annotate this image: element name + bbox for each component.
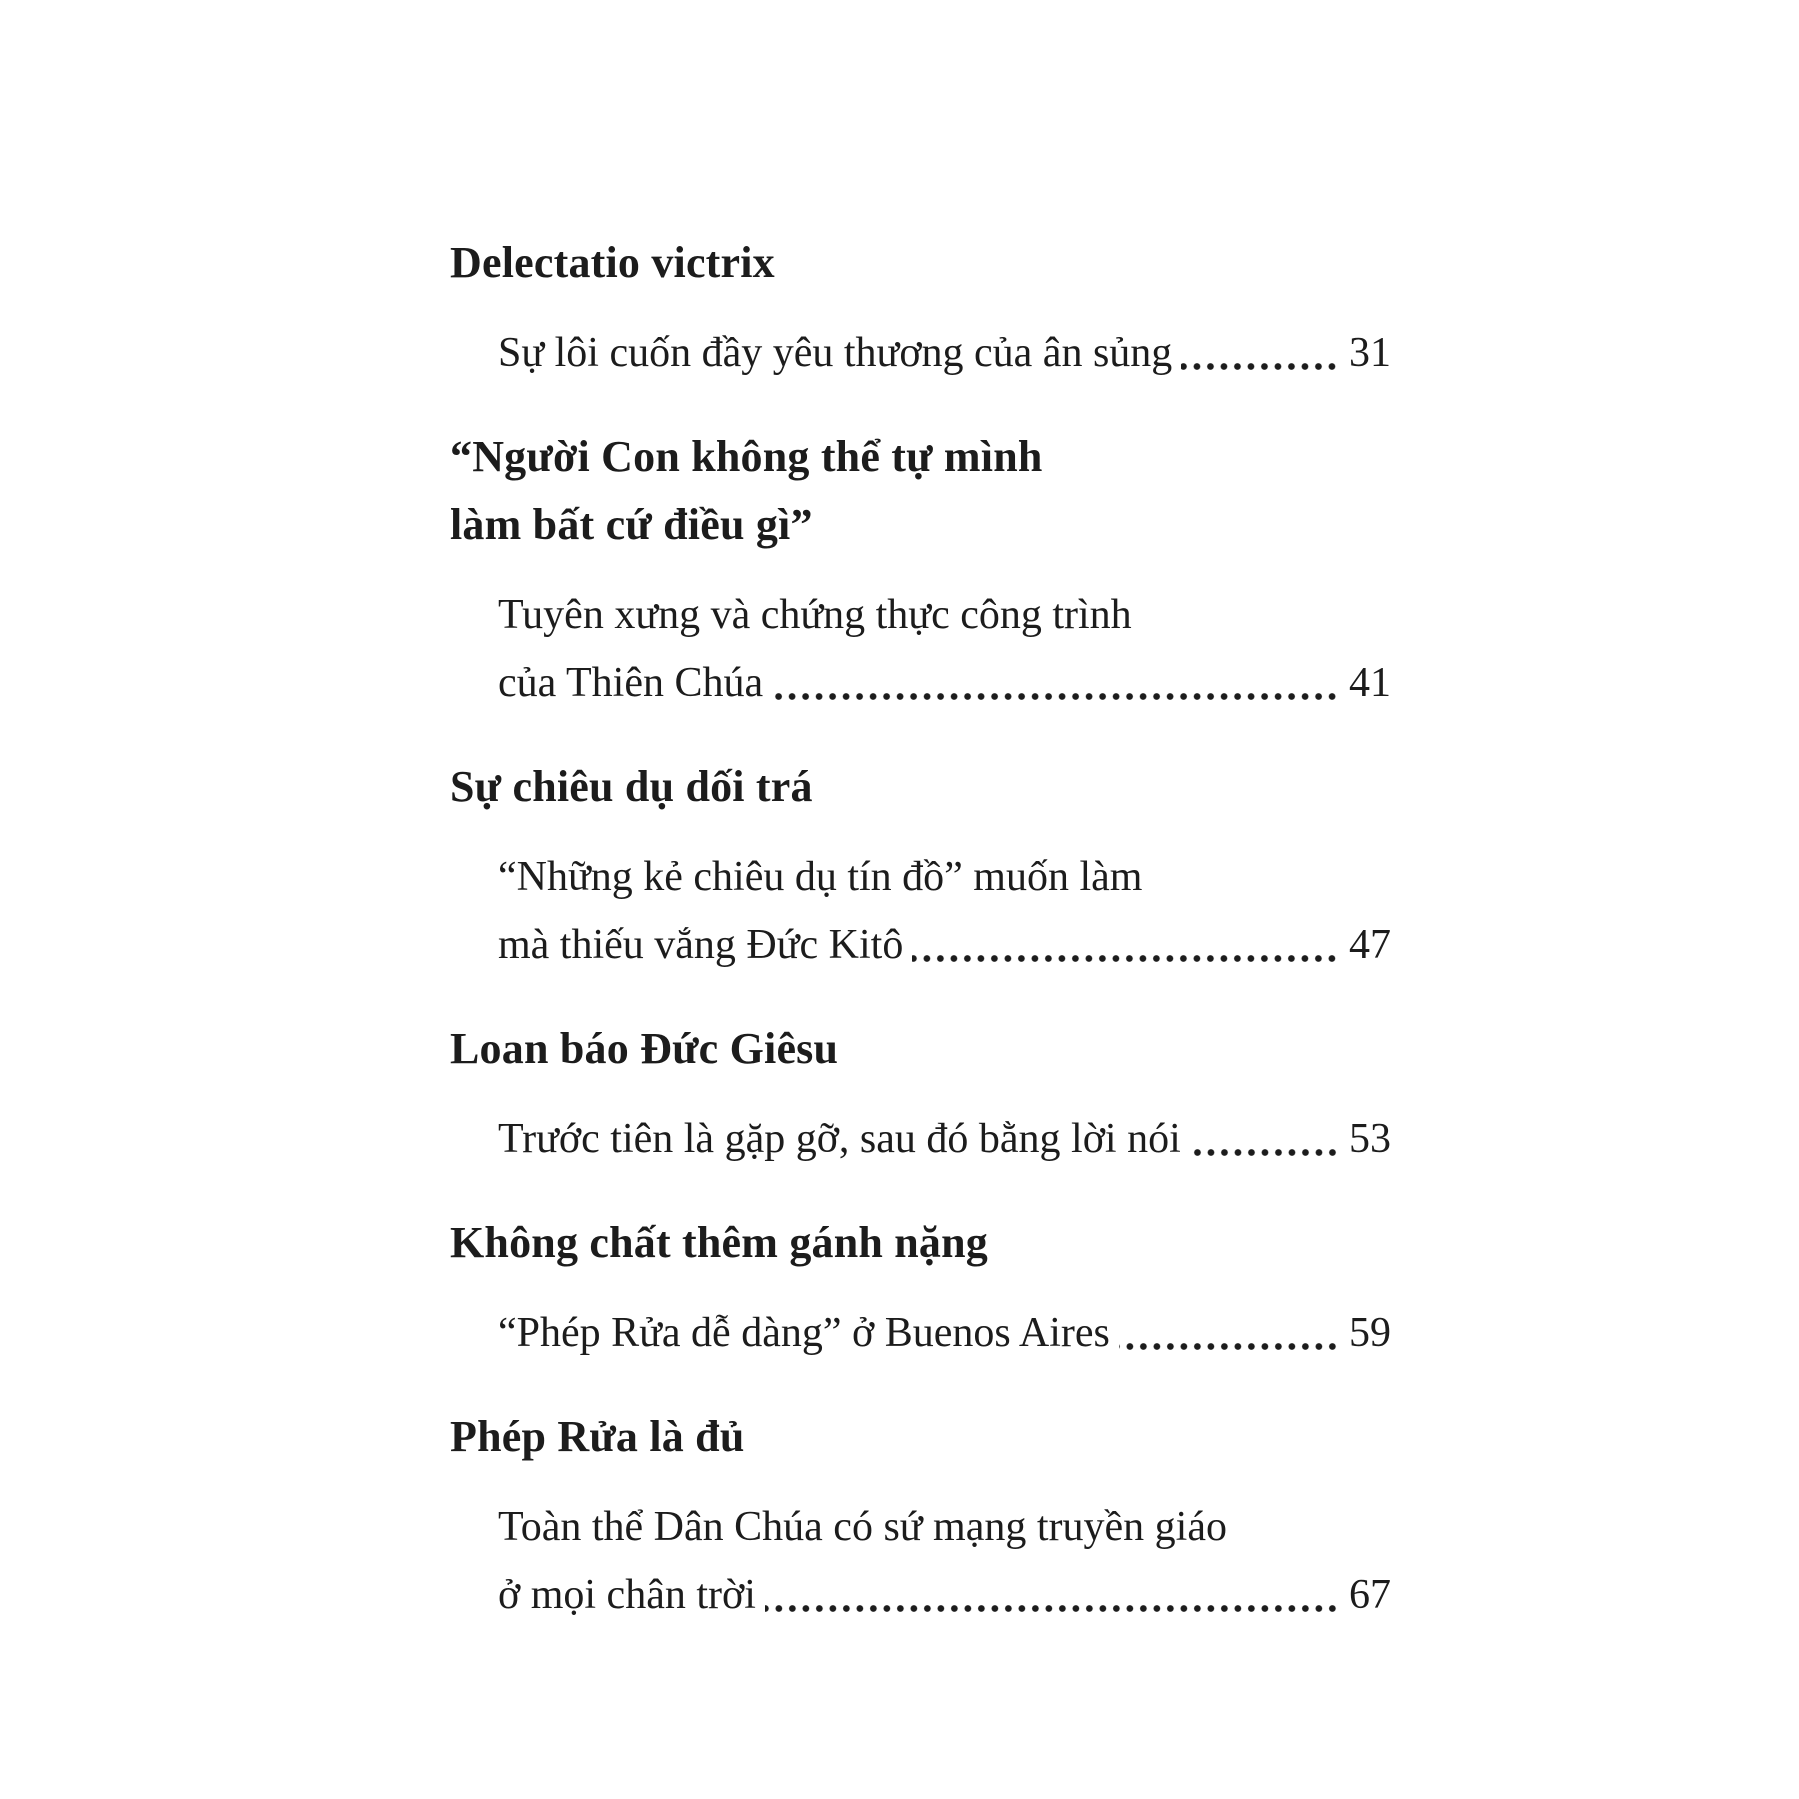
toc-entry-title xyxy=(450,423,1391,559)
toc-entry-title-line: Loan báo Đức Giêsu xyxy=(450,1024,839,1073)
toc-entry-subtitle-line xyxy=(498,911,1391,979)
toc-entry-subtitle xyxy=(450,1493,1391,1629)
toc-entry-subtitle-line xyxy=(498,319,1391,387)
toc-entry xyxy=(450,423,1391,717)
toc-entry-subtitle-text: Sự lôi cuốn đầy yêu thương của ân sủng xyxy=(498,330,1173,376)
dotted-leader xyxy=(765,1561,1339,1629)
toc-entry-subtitle xyxy=(450,319,1391,387)
toc-entry-title-line: Phép Rửa là đủ xyxy=(450,1412,745,1461)
toc-entry-title xyxy=(450,1209,1391,1277)
toc-entry-subtitle xyxy=(450,1299,1391,1367)
toc-entry-subtitle-text: ở mọi chân trời xyxy=(498,1572,756,1618)
toc-entry-title-line: Delectatio victrix xyxy=(450,238,775,287)
table-of-contents xyxy=(450,229,1391,1629)
toc-entry-subtitle-text: của Thiên Chúa xyxy=(498,660,764,706)
toc-entry-title xyxy=(450,1403,1391,1471)
toc-entry-subtitle xyxy=(450,581,1391,717)
toc-entry-subtitle xyxy=(450,843,1391,979)
dotted-leader xyxy=(772,649,1339,717)
dotted-leader xyxy=(912,911,1339,979)
toc-entry-subtitle-line xyxy=(498,1299,1391,1367)
toc-entry-subtitle-line xyxy=(498,649,1391,717)
toc-entry-subtitle-line: Tuyên xưng và chứng thực công trình xyxy=(498,592,1132,638)
page-number: 67 xyxy=(1349,1572,1391,1618)
toc-entry-subtitle-line xyxy=(498,1561,1391,1629)
page-number: 59 xyxy=(1349,1310,1391,1356)
toc-entry-subtitle xyxy=(450,1105,1391,1173)
toc-entry-title-line: Không chất thêm gánh nặng xyxy=(450,1218,989,1267)
toc-entry-subtitle-text: “Phép Rửa dễ dàng” ở Buenos Aires xyxy=(498,1310,1110,1356)
toc-entry xyxy=(450,753,1391,979)
toc-entry-title-line: “Người Con không thể tự mình xyxy=(450,432,1043,481)
dotted-leader xyxy=(1190,1105,1339,1173)
dotted-leader xyxy=(1119,1299,1339,1367)
toc-entry-title xyxy=(450,1015,1391,1083)
toc-entry-subtitle-line: “Những kẻ chiêu dụ tín đồ” muốn làm xyxy=(498,854,1143,900)
toc-entry-subtitle-line: Toàn thể Dân Chúa có sứ mạng truyền giáo xyxy=(498,1504,1227,1550)
toc-entry-title-line: Sự chiêu dụ dối trá xyxy=(450,762,813,811)
toc-entry xyxy=(450,1209,1391,1367)
page-number: 53 xyxy=(1349,1116,1391,1162)
toc-entry-subtitle-line xyxy=(498,1105,1391,1173)
page-number: 41 xyxy=(1349,660,1391,706)
toc-entry xyxy=(450,229,1391,387)
toc-entry-subtitle-text: Trước tiên là gặp gỡ, sau đó bằng lời nói xyxy=(498,1116,1181,1162)
toc-entry-subtitle-text: mà thiếu vắng Đức Kitô xyxy=(498,922,904,968)
toc-entry-title xyxy=(450,753,1391,821)
page-number: 47 xyxy=(1349,922,1391,968)
toc-entry-title xyxy=(450,229,1391,297)
page-number: 31 xyxy=(1349,330,1391,376)
toc-entry-title-line: làm bất cứ điều gì” xyxy=(450,500,813,549)
dotted-leader xyxy=(1181,319,1339,387)
toc-entry xyxy=(450,1015,1391,1173)
toc-entry xyxy=(450,1403,1391,1629)
